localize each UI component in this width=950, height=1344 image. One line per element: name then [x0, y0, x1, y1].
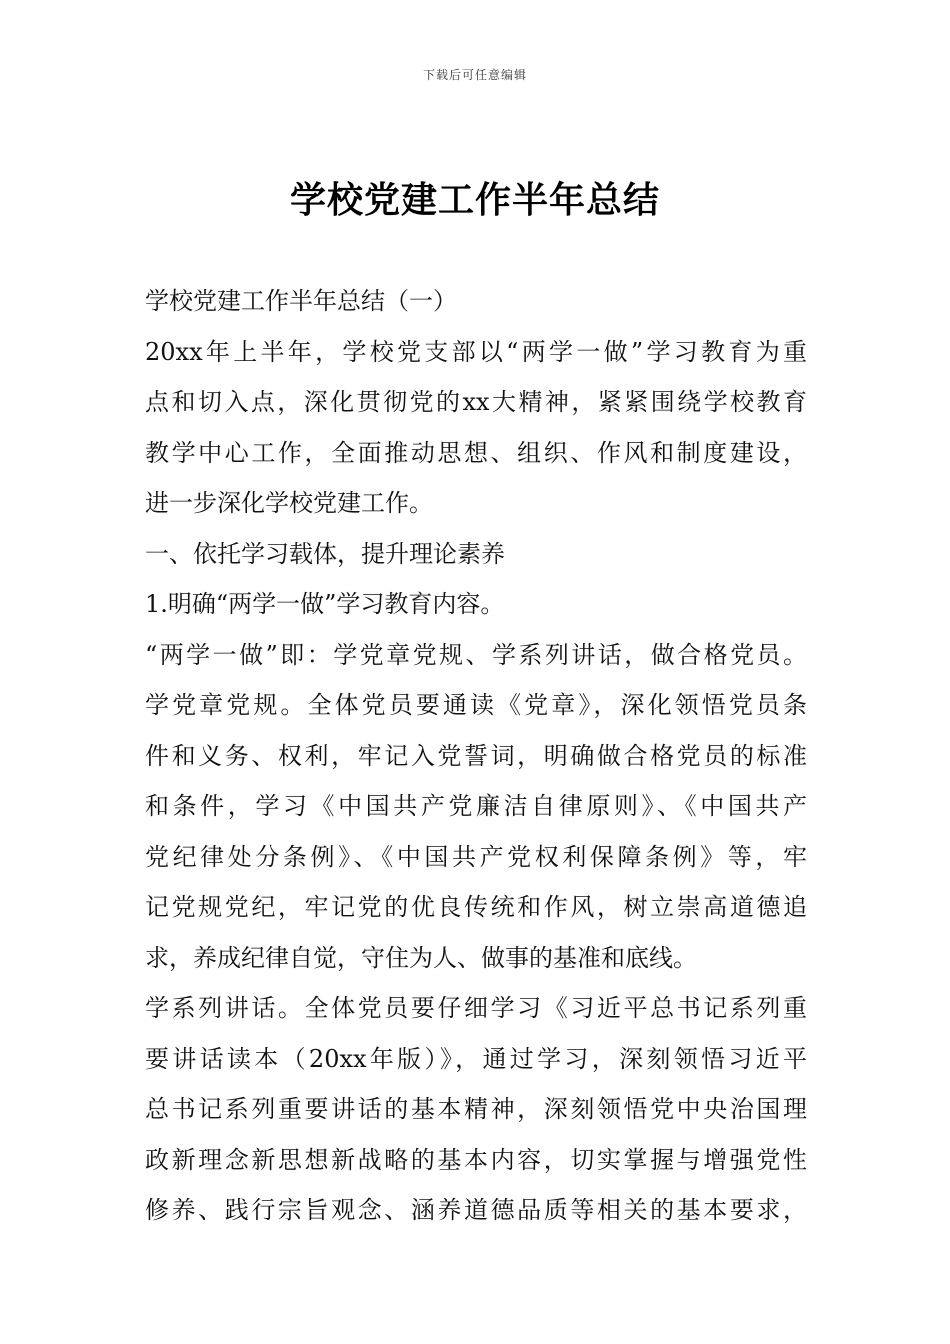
- paragraph-line: 学系列讲话。全体党员要仔细学习《习近平总书记系列重: [145, 994, 807, 1022]
- paragraph-line: “两学一做”即：学党章党规、学系列讲话，做合格党员。: [145, 640, 807, 669]
- paragraph-line: 进一步深化学校党建工作。: [145, 489, 433, 517]
- subsection-heading: 1.明确“两学一做”学习教育内容。: [145, 590, 505, 618]
- paragraph-line: 总书记系列重要讲话的基本精神，深刻领悟党中央治国理: [145, 1095, 807, 1123]
- paragraph-line: 修养、践行宗旨观念、涵养道德品质等相关的基本要求，: [145, 1196, 807, 1224]
- paragraph-line: 党纪律处分条例》、《中国共产党权利保障条例》等，牢: [145, 842, 807, 871]
- subtitle-line: 学校党建工作半年总结（一）: [145, 287, 457, 315]
- paragraph-line: 件和义务、权利，牢记入党誓词，明确做合格党员的标准: [145, 741, 807, 770]
- document-title: 学校党建工作半年总结: [289, 180, 660, 221]
- paragraph-line: 教学中心工作，全面推动思想、组织、作风和制度建设，: [145, 438, 807, 467]
- paragraph-line: 和条件，学习《中国共产党廉洁自律原则》、《中国共产: [145, 792, 807, 820]
- section-heading: 一、依托学习载体，提升理论素养: [145, 539, 505, 568]
- document-body: [145, 276, 807, 1236]
- paragraph-line: 求，养成纪律自觉，守住为人、做事的基准和底线。: [145, 943, 697, 972]
- paragraph-line: 记党规党纪，牢记党的优良传统和作风，树立崇高道德追: [145, 893, 807, 921]
- paragraph-line: 20xx年上半年，学校党支部以“两学一做”学习教育为重: [145, 337, 807, 366]
- paragraph-line: 政新理念新思想新战略的基本内容，切实掌握与增强党性: [145, 1145, 807, 1174]
- paragraph-line: 学党章党规。全体党员要通读《党章》，深化领悟党员条: [145, 691, 807, 719]
- paragraph-line: 点和切入点，深化贯彻党的xx大精神，紧紧围绕学校教育: [145, 388, 807, 416]
- header-note: 下载后可任意编辑: [422, 68, 527, 82]
- paragraph-line: 要讲话读本（20xx年版）》，通过学习，深刻领悟习近平: [145, 1044, 807, 1073]
